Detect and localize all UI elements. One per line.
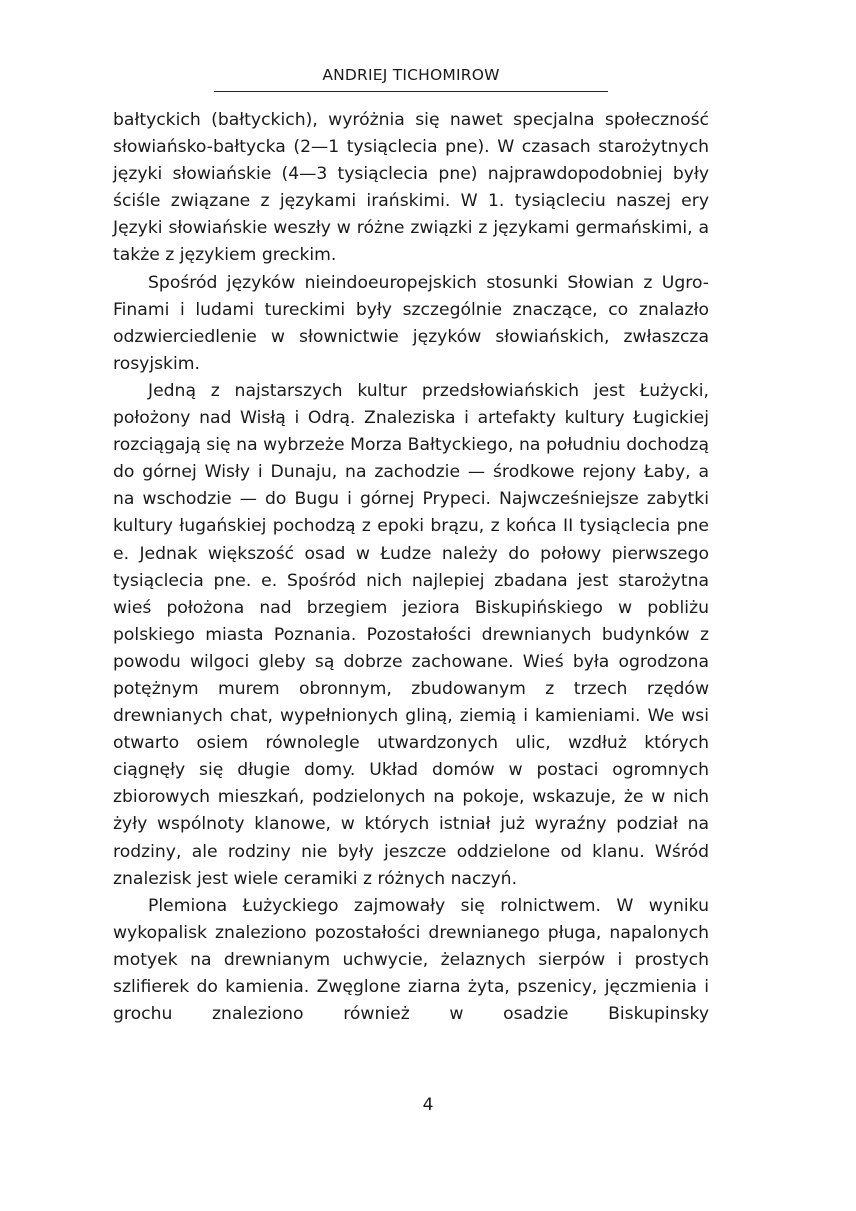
body-text bbox=[113, 107, 709, 1028]
paragraph-4: Plemiona Łużyckiego zajmowały się rolnictwem. W wyniku wykopalisk znaleziono pozostałości drewnianego pługa, napalonych motyek na drewnianym uchwycie, żelaznych sierpów i prostych szlifierek do kamienia. Zwęglone ziarna żyta, pszenicy, jęczmienia i grochu znaleziono również w osadzie Biskupinsky bbox=[113, 895, 709, 1025]
paragraph-1: bałtyckich (bałtyckich), wyróżnia się nawet specjalna społeczność słowiańsko-bałtycka (2—1 tysiąclecia pne). W czasach starożytnych języki słowiańskie (4—3 tysiąclecia pne) najprawdopodobniej były ściśle związane z językami irańskimi. W 1. tysiącleciu naszej ery Języki słowiańskie weszły w różne związki z językami germańskimi, a także z językiem greckim. bbox=[113, 110, 709, 266]
running-header bbox=[214, 64, 608, 92]
running-title: ANDRIEJ TICHOMIROW bbox=[322, 66, 500, 84]
paragraph-3: Jedną z najstarszych kultur przedsłowiańskich jest Łużycki, położony nad Wisłą i Odrą. Znaleziska i artefakty kultury Ługickiej rozciągają się na wybrzeże Morza Bałtyckiego, na południu dochodzą do górnej Wisły i Dunaju, na zachodzie — środkowe rejony Łaby, a na wschodzie — do Bugu i górnej Prypeci. Najwcześniejsze zabytki kultury ługańskiej pochodzą z epoki brązu, z końca II tysiąclecia pne e. Jednak większość osad w Łudze należy do połowy pierwszego tysiąclecia pne. e. Spośród nich najlepiej zbadana jest starożytna wieś położona nad brzegiem jeziora Biskupińskiego w pobliżu polskiego miasta Poznania. Pozostałości drewnianych budynków z powodu wilgoci gleby są dobrze zachowane. Wieś była ogrodzona potężnym murem obronnym, zbudowanym z trzech rzędów drewnianych chat, wypełnionych gliną, ziemią i kamieniami. We wsi otwarto osiem równolegle utwardzonych ulic, wzdłuż których ciągnęły się długie domy. Układ domów w postaci ogromnych zbiorowych mieszkań, podzielonych na pokoje, wskazuje, że w nich żyły wspólnoty klanowe, w których istniał już wyraźny podział na rodziny, ale rodziny nie były jeszcze oddzielone od klanu. Wśród znalezisk jest wiele ceramiki z różnych naczyń. bbox=[113, 380, 709, 889]
paragraph-2: Spośród języków nieindoeuropejskich stosunki Słowian z Ugro-Finami i ludami tureckimi były szczególnie znaczące, co znalazło odzwierciedlenie w słownictwie języków słowiańskich, zwłaszcza rosyjskim. bbox=[113, 272, 709, 374]
page-number: 4 bbox=[422, 1095, 434, 1115]
